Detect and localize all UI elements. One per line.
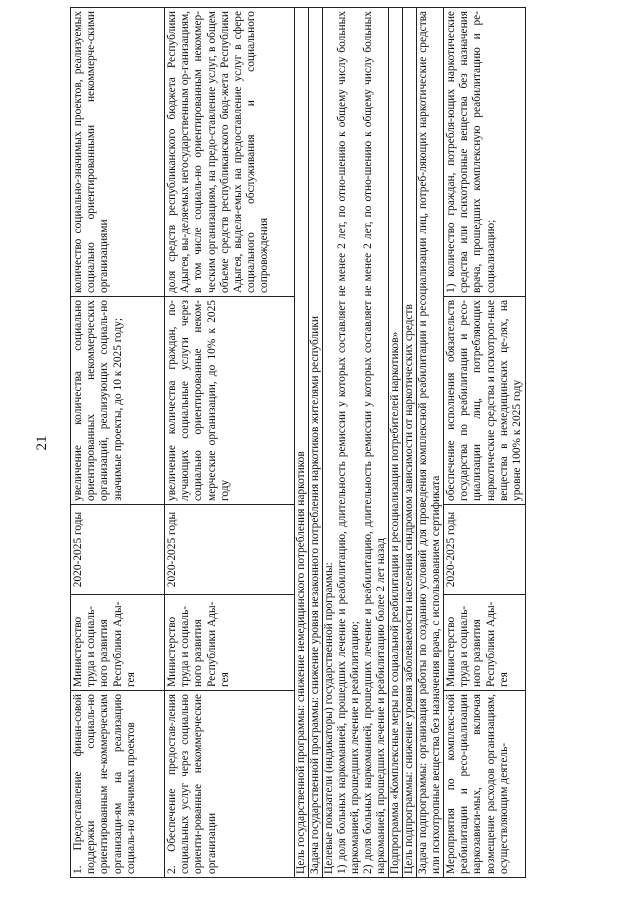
indicator-cell: количество социально-значимых проектов, реализуемых социально ориентированными некоммерче-скими организациями <box>71 8 165 297</box>
executor-cell: Министерство труда и социаль-ного развития Республики Ады-гея <box>165 595 295 691</box>
indicator-cell: доля средств республиканского бюджета Республики Адыгея, вы-деляемых негосударственным ор-ганизациям, в том числе социаль-но ориентированным некоммер-ческим организациям, на предо-ставление услуг, в общем объеме средств республиканского бюд-жета Республики Адыгея, выделя-емых на предоставление услуг в сфере социального обслуживания и социального сопровождения <box>165 8 295 297</box>
indicator-item: 2) доля больных наркоманией, прошедших лечение и реабилитацию, длительность ремиссии у которых составляет не менее 2 лет, по отно-шению к общему числу больных наркоманией, прошедших лечение и реабилитацию более 2 лет назад <box>362 11 387 874</box>
indicator-item: 1) доля больных наркоманией, прошедших лечение и реабилитацию, длительность ремиссии у которых составляет не менее 2 лет, по отно-шению к общему числу больных наркоманией, прошедших лечение и реабилитацию; <box>336 11 361 874</box>
period-cell: 2020-2025 годы <box>444 505 526 595</box>
table-row <box>444 8 526 878</box>
table-row <box>71 8 165 878</box>
table-row <box>323 8 389 878</box>
table-row <box>165 8 295 878</box>
executor-cell: Министерство труда и социаль-ного развития Республики Ады-гея <box>71 595 165 691</box>
program-table <box>70 7 526 878</box>
measure-cell: 1. Предоставление финан-совой поддержки социаль-но ориентированным не-коммерческим организаци-ям на реализацию социаль-но значимых проектов <box>71 691 165 878</box>
target-indicators <box>323 8 389 878</box>
period-cell: 2020-2025 годы <box>165 505 295 595</box>
subprogram-goal: Цель подпрограммы: снижение уровня заболеваемости населения синдромом зависимости от наркотических средств <box>403 8 417 878</box>
table-row <box>295 8 309 878</box>
subprogram-title: Подпрограмма «Комплексные меры по социальной реабилитации и ресоциализации потребителей наркотиков» <box>389 8 403 878</box>
measure-cell: Мероприятия по комплекс-ной реабилитации и ресо-циализации наркозависи-мых, включая возмещение расходов организациям, осуществляющим деятель- <box>444 691 526 878</box>
page-number: 21 <box>34 435 50 451</box>
table-row <box>389 8 403 878</box>
result-cell: увеличение количества социально ориентированных некоммерческих организаций, реализующих социаль-но значимые проекты, до 10 к 2025 году; <box>71 297 165 505</box>
subprogram-task: Задача подпрограммы: организация работы по созданию условий для проведения комплексной реабилитации и ресоциализации лиц, потреб-ляющих наркотические средства или психотропные вещества без назначения врача, с использованием сертификата <box>417 8 444 878</box>
table-row <box>417 8 444 878</box>
period-cell: 2020-2025 годы <box>71 505 165 595</box>
state-program-task: Задача государственной программы: снижение уровня незаконного потребления наркотиков жителями республики <box>309 8 323 878</box>
executor-cell: Министерство труда и социаль-ного развития Республики Ады-гея <box>444 595 526 691</box>
result-cell: обеспечение исполнения обязательств государства по реабилитации и ресо-циализации лиц, потребляющих наркотические средства и психотроп-ные вещества в немедицинских це-лях, на уровне 100% к 2025 году <box>444 297 526 505</box>
rotated-page <box>26 8 626 878</box>
table-row <box>403 8 417 878</box>
state-program-goal: Цель государственной программы: снижение немедицинского потребления наркотиков <box>295 8 309 878</box>
indicator-cell: 1) количество граждан, потребля-ющих наркотические средства или психотропные вещества без назначения врача, прошедших комплексную реабилитацию и ре-социализацию; <box>444 8 526 297</box>
table-row <box>309 8 323 878</box>
result-cell: увеличение количества граждан, по-лучающих социальные услуги через социально ориентированные неком-мерческие организации, до 10% к 2025 году <box>165 297 295 505</box>
measure-cell: 2. Обеспечение предостав-ления социальных услуг через социально ориенти-рованные некоммерческие организации <box>165 691 295 878</box>
indicators-heading: Целевые показатели (индикаторы) государственной программы: <box>323 562 335 874</box>
